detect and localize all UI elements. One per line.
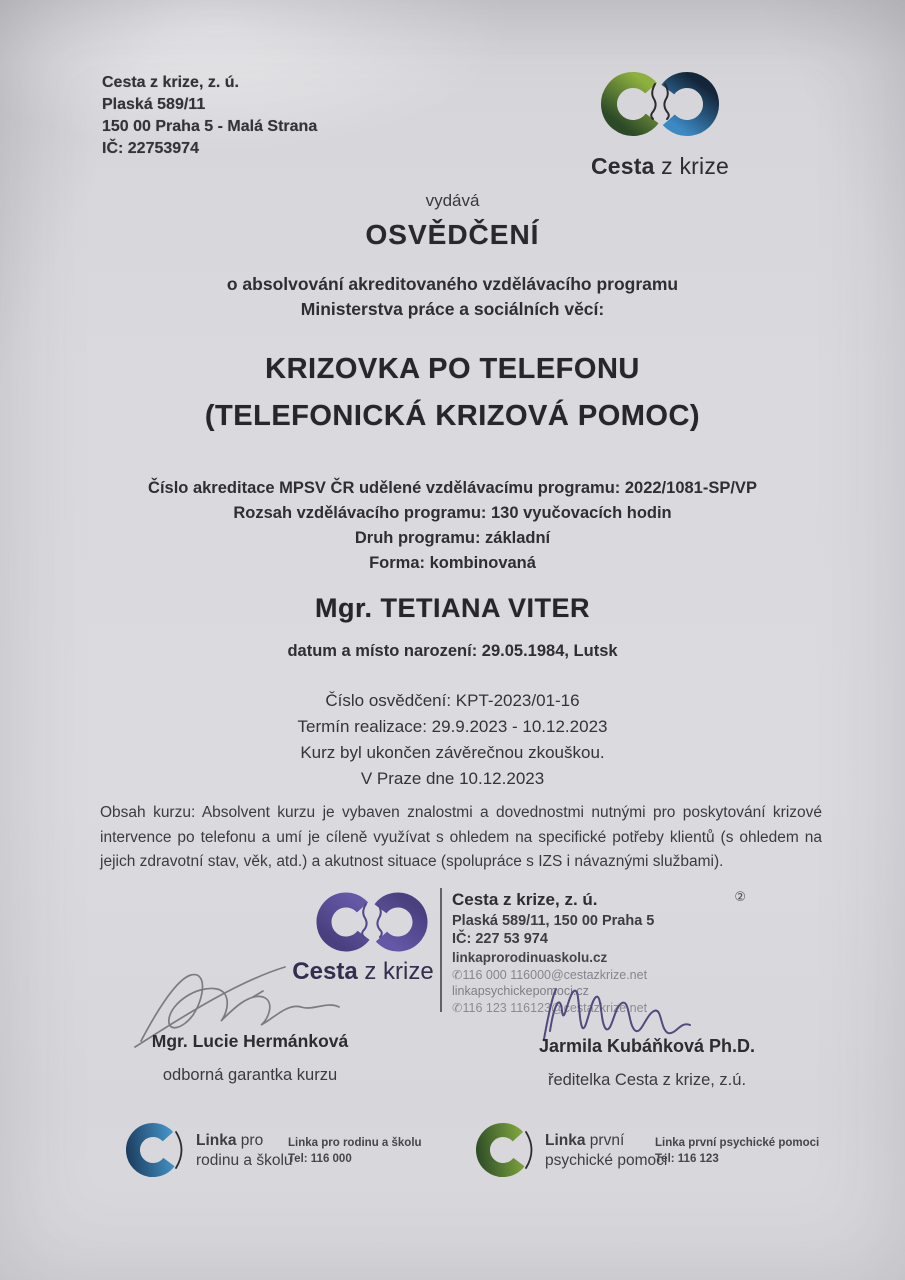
course-title-line2: (TELEFONICKÁ KRIZOVÁ POMOC) bbox=[204, 400, 701, 432]
stamp-phone-2: ✆116 123 116123@cestazkrize.net bbox=[452, 1001, 648, 1015]
linka-pro-rodinu-caption: Linka pro rodinu a školu Tel: 116 000 bbox=[288, 1137, 422, 1165]
subtitle-program: o absolvování akreditovaného vzdělávacího programu bbox=[226, 274, 679, 294]
program-type: Druh programu: základní bbox=[354, 529, 551, 547]
cesta-z-krize-logo bbox=[575, 66, 745, 180]
program-scope: Rozsah vzdělávacího programu: 130 vyučovacích hodin bbox=[233, 504, 672, 522]
program-form: Forma: kombinovaná bbox=[369, 554, 536, 572]
issuer-org-name: Cesta z krize, z. ú. bbox=[102, 74, 239, 91]
certificate-term: Termín realizace: 29.9.2023 - 10.12.2023 bbox=[297, 717, 608, 736]
linka-prvni-pomoci-logo-text: Linka první psychické pomoci bbox=[545, 1132, 668, 1169]
certificate-title: OSVĚDČENÍ bbox=[365, 219, 540, 250]
signatory-right-role: ředitelka Cesta z krize, z.ú. bbox=[547, 1071, 747, 1089]
signatory-left-name: Mgr. Lucie Hermánková bbox=[151, 1031, 349, 1051]
stamp-web-2: linkapsychickepomoci.cz bbox=[452, 984, 589, 998]
stamp-address: Plaská 589/11, 150 00 Praha 5 bbox=[452, 913, 655, 929]
accreditation-number: Číslo akreditace MPSV ČR udělené vzdělávacímu programu: 2022/1081-SP/VP bbox=[148, 479, 757, 497]
certificate-details-block bbox=[0, 688, 905, 792]
signatory-right-name: Jarmila Kubáňková Ph.D. bbox=[538, 1036, 756, 1056]
stamp-logo-icon bbox=[308, 888, 438, 960]
circled-two-mark: ② bbox=[734, 889, 746, 904]
certificate-exam-note: Kurz byl ukončen závěrečnou zkouškou. bbox=[300, 743, 605, 762]
issues-label: vydává bbox=[425, 191, 480, 210]
cesta-z-krize-logo-icon bbox=[575, 66, 745, 146]
stamp-org-name: Cesta z krize, z. ú. ② bbox=[452, 889, 746, 909]
stamp-phone-1: ✆116 000 116000@cestazkrize.net bbox=[452, 968, 648, 982]
issuer-address-block bbox=[102, 72, 317, 160]
issuer-street: Plaská 589/11 bbox=[102, 96, 206, 113]
graduate-birth: datum a místo narození: 29.05.1984, Lutsk bbox=[287, 642, 618, 660]
linka-prvni-pomoci-caption: Linka první psychické pomoci Tel: 116 123 bbox=[655, 1137, 820, 1165]
signatory-left-role: odborná garantka kurzu bbox=[162, 1066, 338, 1084]
stamp-ic: IČ: 227 53 974 bbox=[452, 931, 548, 947]
linka-pro-rodinu-logo-text: Linka pro rodinu a školu bbox=[196, 1132, 293, 1169]
stamp-web-1: linkaprorodinuaskolu.cz bbox=[452, 950, 608, 965]
stamp-logo-text: Cesta z krize bbox=[292, 958, 434, 985]
issuer-city: 150 00 Praha 5 - Malá Strana bbox=[102, 118, 318, 135]
certificate-number: Číslo osvědčení: KPT-2023/01-16 bbox=[325, 691, 580, 710]
cesta-z-krize-logo-text: Cesta z krize bbox=[590, 153, 730, 179]
linka-pro-rodinu-logo-icon bbox=[126, 1120, 192, 1180]
issuer-ic: IČ: 22753974 bbox=[102, 140, 199, 157]
linka-prvni-pomoci-logo-icon bbox=[476, 1120, 542, 1180]
course-content-paragraph: Obsah kurzu: Absolvent kurzu je vybaven znalostmi a dovednostmi nutnými pro poskytování krizové intervence po telefonu a umí je cíleně využívat s ohledem na specifické potřeby klientů (s ohledem na jejich zdravotní stav, věk, atd.) a akutnost situace (spolupráce s IZS i návaznými službami). bbox=[100, 804, 822, 870]
graduate-name: Mgr. TETIANA VITER bbox=[314, 593, 590, 623]
certificate-place-date: V Praze dne 10.12.2023 bbox=[360, 769, 545, 788]
stamp-divider-line bbox=[440, 888, 442, 1012]
accreditation-block bbox=[0, 476, 905, 576]
course-title-line1: KRIZOVKA PO TELEFONU bbox=[265, 353, 640, 385]
subtitle-ministry: Ministerstva práce a sociálních věcí: bbox=[300, 299, 605, 319]
